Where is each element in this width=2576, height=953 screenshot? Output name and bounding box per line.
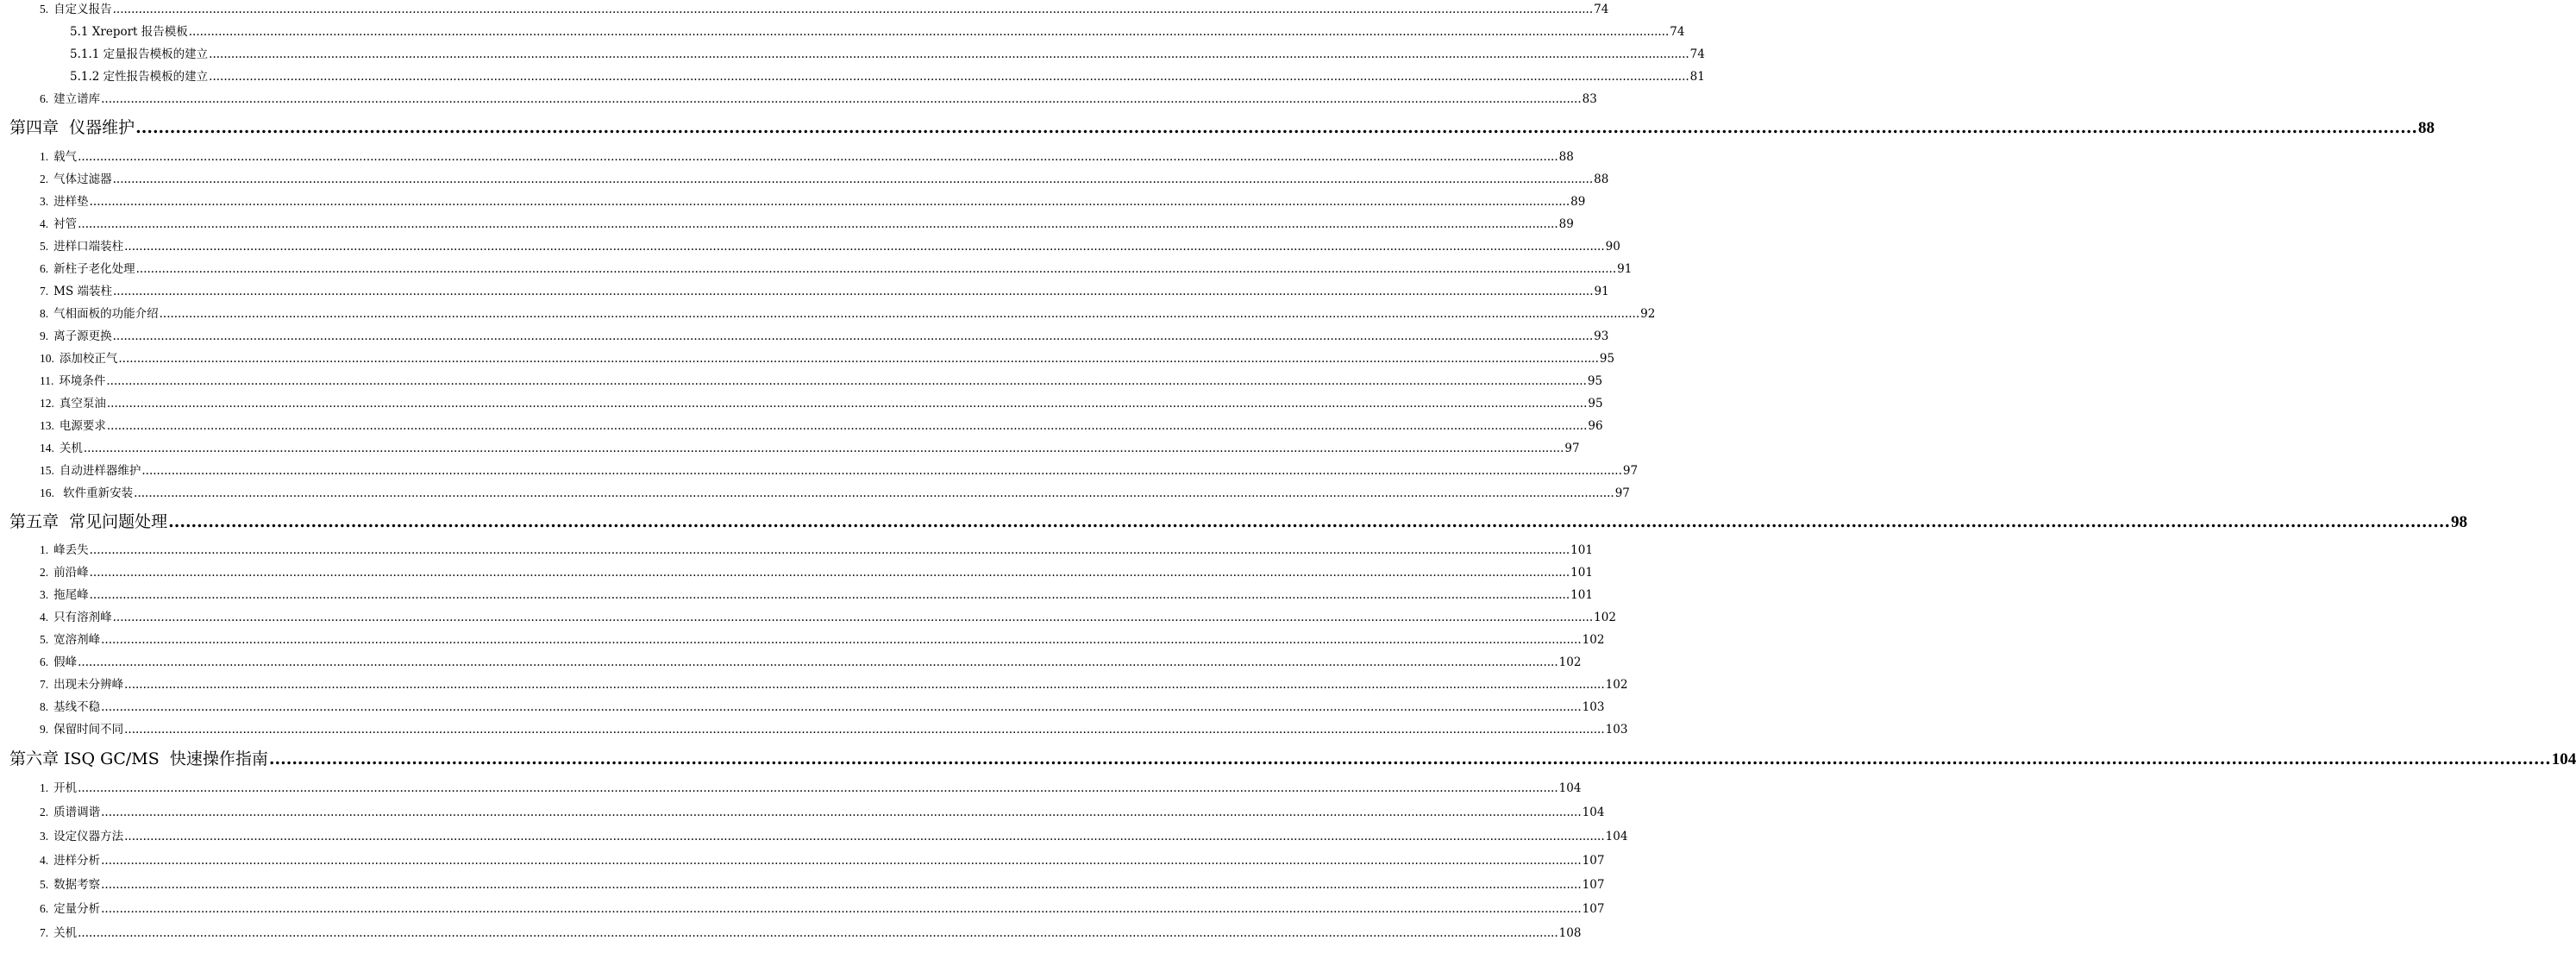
toc-page-number: 107 <box>1582 902 1605 916</box>
toc-page-number: 101 <box>1570 543 1593 557</box>
toc-entry-title <box>40 653 77 672</box>
toc-entry-label: 真空泵油 <box>59 397 106 411</box>
toc-entry-number: 3. <box>40 195 49 208</box>
toc-page-number: 104 <box>1605 830 1628 843</box>
toc-page-number: 93 <box>1594 329 1609 343</box>
toc-page-number: 89 <box>1570 195 1586 209</box>
toc-entry-number: 4. <box>40 217 49 230</box>
toc-entry-label: 气相面板的功能介绍 <box>53 307 159 321</box>
toc-item-row[interactable] <box>0 215 1574 234</box>
toc-page-number: 102 <box>1558 655 1582 669</box>
toc-entry-number: 7. <box>40 926 49 939</box>
dot-leader: ................................................................................................................................................................................................................................................................................................................................................................................................................ <box>112 172 1594 186</box>
toc-entry-number: 1. <box>40 543 49 556</box>
dot-leader: ................................................................................................................................................................................................................................................................................................................................................................................................................ <box>106 374 1587 388</box>
toc-entry-number: 3. <box>40 830 49 843</box>
toc-entry-number: 6. <box>40 655 49 668</box>
toc-item-row[interactable] <box>0 779 1582 798</box>
toc-entry-title <box>40 327 112 346</box>
toc-item-row[interactable] <box>0 827 1628 846</box>
dot-leader: ................................................................................................................................................................................................................................................................................................................................................................................................................ <box>101 92 1582 106</box>
toc-page-number: 92 <box>1640 307 1656 321</box>
toc-entry-title <box>40 484 133 503</box>
toc-entry-label: 5.1.1 定量报告模板的建立 <box>70 47 209 61</box>
dot-leader: ................................................................................................................................................................................................................................................................................................................................................................................................................ <box>106 397 1588 411</box>
toc-entry-title <box>40 439 83 458</box>
toc-entry-number: 11. <box>40 374 54 387</box>
toc-item-row[interactable] <box>0 372 1603 391</box>
toc-entry-label: 出现未分辨峰 <box>53 678 124 692</box>
dot-leader: ................................................................................................................................................................................................................................................................................................................................................................................................................ <box>83 442 1564 455</box>
toc-page-number: 107 <box>1582 878 1605 892</box>
toc-item-row[interactable] <box>0 484 1630 503</box>
toc-entry-title <box>40 192 89 211</box>
toc-entry-label: 衬管 <box>53 217 78 231</box>
toc-entry-title <box>40 541 89 560</box>
toc-entry-label: 进样分析 <box>53 854 101 868</box>
toc-entry-title <box>40 924 77 943</box>
dot-leader: ................................................................................................................................................................................................................................................................................................................................................................................................................ <box>209 47 1689 61</box>
toc-item-row[interactable] <box>0 0 1609 19</box>
toc-item-row[interactable] <box>0 192 1586 211</box>
dot-leader: ................................................................................................................................................................................................................................................................................................................................................................................................................ <box>112 3 1594 16</box>
toc-entry-label: 添加校正气 <box>59 352 118 366</box>
toc-entry-title <box>40 608 112 627</box>
dot-leader: ................................................................................................................................................................................................................................................................................................................................................................................................................ <box>101 878 1582 892</box>
toc-entry-label: 建立谱库 <box>53 92 101 106</box>
toc-entry-title <box>40 260 135 279</box>
toc-page-number: 102 <box>1594 611 1616 624</box>
dot-leader: ................................................................................................................................................................................................................................................................................................................................................................................................................ <box>112 329 1594 343</box>
toc-chapter-row[interactable] <box>0 509 2467 535</box>
toc-chapter-row[interactable] <box>0 115 2435 141</box>
toc-entry-label: 只有溶剂峰 <box>53 611 112 624</box>
toc-entry-label: 环境条件 <box>59 374 106 388</box>
dot-leader: ................................................................................................................................................................................................................................................................................................................................................................................................................ <box>168 512 2450 531</box>
toc-subsection-row[interactable] <box>0 67 1705 86</box>
toc-entry-number: 2. <box>40 566 49 579</box>
toc-entry-title <box>40 461 141 480</box>
toc-page-number: 104 <box>1558 781 1582 795</box>
toc-entry-label: 数据考察 <box>53 878 101 892</box>
toc-entry-number: 5. <box>40 878 49 891</box>
toc-entry-label: 拖尾峰 <box>53 588 89 602</box>
toc-entry-title <box>40 0 112 19</box>
toc-entry-label: 第五章 常见问题处理 <box>9 512 168 531</box>
toc-page-number: 90 <box>1605 240 1620 254</box>
toc-entry-label: 5.1 Xreport 报告模板 <box>70 25 188 39</box>
toc-page-number: 88 <box>1594 172 1609 186</box>
toc-page-number: 104 <box>2551 750 2576 768</box>
toc-page-number: 95 <box>1587 374 1603 388</box>
toc-item-row[interactable] <box>0 720 1628 739</box>
toc-entry-number: 6. <box>40 92 49 105</box>
toc-entry-label: 前沿峰 <box>53 566 89 580</box>
toc-entry-title <box>40 900 100 919</box>
toc-entry-title <box>70 67 208 86</box>
toc-item-row[interactable] <box>0 327 1609 346</box>
toc-entry-number: 2. <box>40 172 49 185</box>
toc-item-row[interactable] <box>0 90 1597 109</box>
toc-entry-title <box>40 720 123 739</box>
dot-leader: ................................................................................................................................................................................................................................................................................................................................................................................................................ <box>78 781 1558 795</box>
toc-entry-number: 14. <box>40 442 54 455</box>
dot-leader: ................................................................................................................................................................................................................................................................................................................................................................................................................ <box>135 118 2417 137</box>
toc-entry-label: MS 端装柱 <box>53 285 112 298</box>
toc-entry-label: 峰丢失 <box>53 543 89 557</box>
toc-entry-title <box>9 509 167 535</box>
toc-entry-label: 载气 <box>53 150 78 164</box>
toc-page-number: 103 <box>1582 700 1605 714</box>
toc-entry-title <box>9 746 268 772</box>
toc-item-row[interactable] <box>0 349 1615 368</box>
toc-entry-title <box>40 147 77 166</box>
toc-entry-number: 7. <box>40 285 49 298</box>
toc-item-row[interactable] <box>0 653 1582 672</box>
toc-entry-title <box>40 282 112 301</box>
toc-entry-label: 电源要求 <box>59 419 106 433</box>
toc-item-row[interactable] <box>0 417 1603 436</box>
dot-leader: ................................................................................................................................................................................................................................................................................................................................................................................................................ <box>134 486 1614 500</box>
toc-page-number: 107 <box>1582 854 1605 868</box>
toc-entry-label: 开机 <box>53 781 78 795</box>
toc-entry-number: 3. <box>40 588 49 601</box>
toc-entry-number: 4. <box>40 611 49 624</box>
toc-page-number: 95 <box>1599 352 1615 366</box>
toc-page-number: 103 <box>1605 723 1628 737</box>
toc-entry-title <box>40 215 77 234</box>
toc-entry-label: 自定义报告 <box>53 3 112 16</box>
toc-entry-title <box>40 563 89 582</box>
dot-leader: ................................................................................................................................................................................................................................................................................................................................................................................................................ <box>89 195 1570 209</box>
toc-entry-number: 9. <box>40 723 49 736</box>
dot-leader: ................................................................................................................................................................................................................................................................................................................................................................................................................ <box>78 926 1558 940</box>
toc-entry-number: 4. <box>40 854 49 867</box>
toc-page-number: 101 <box>1570 566 1593 580</box>
toc-page-number: 74 <box>1670 25 1685 39</box>
toc-entry-label: 第六章 ISQ GC/MS 快速操作指南 <box>9 749 268 768</box>
dot-leader: ................................................................................................................................................................................................................................................................................................................................................................................................................ <box>106 419 1588 433</box>
toc-item-row[interactable] <box>0 461 1639 480</box>
toc-entry-title <box>70 22 188 41</box>
toc-entry-title <box>40 237 123 256</box>
toc-entry-label: 质谱调谐 <box>53 806 101 819</box>
toc-entry-title <box>40 875 100 894</box>
toc-entry-number: 5. <box>40 240 49 253</box>
toc-entry-label: 定量分析 <box>53 902 101 916</box>
toc-entry-label: 假峰 <box>53 655 78 669</box>
dot-leader: ................................................................................................................................................................................................................................................................................................................................................................................................................ <box>268 749 2551 768</box>
toc-entry-label: 关机 <box>59 442 83 455</box>
dot-leader: ................................................................................................................................................................................................................................................................................................................................................................................................................ <box>101 806 1582 819</box>
dot-leader: ................................................................................................................................................................................................................................................................................................................................................................................................................ <box>124 723 1605 737</box>
toc-page-number: 74 <box>1594 3 1609 16</box>
toc-entry-label: 基线不稳 <box>53 700 101 714</box>
dot-leader: ................................................................................................................................................................................................................................................................................................................................................................................................................ <box>141 464 1622 478</box>
toc-entry-title <box>40 417 106 436</box>
toc-entry-title <box>9 115 135 141</box>
toc-entry-title <box>40 827 123 846</box>
toc-entry-label: 软件重新安装 <box>59 486 134 500</box>
toc-entry-title <box>40 803 100 822</box>
toc-page-number: 108 <box>1558 926 1582 940</box>
toc-entry-title <box>40 586 89 605</box>
toc-entry-label: 气体过滤器 <box>53 172 112 186</box>
toc-entry-title <box>40 630 100 649</box>
toc-entry-label: 新柱子老化处理 <box>53 262 135 276</box>
toc-entry-number: 8. <box>40 307 49 320</box>
toc-entry-title <box>40 394 106 413</box>
toc-entry-number: 15. <box>40 464 54 477</box>
toc-entry-title <box>70 45 208 64</box>
dot-leader: ................................................................................................................................................................................................................................................................................................................................................................................................................ <box>112 611 1594 624</box>
dot-leader: ................................................................................................................................................................................................................................................................................................................................................................................................................ <box>188 25 1670 39</box>
toc-item-row[interactable] <box>0 851 1605 870</box>
toc-entry-number: 2. <box>40 806 49 818</box>
toc-entry-number: 12. <box>40 397 54 410</box>
dot-leader: ................................................................................................................................................................................................................................................................................................................................................................................................................ <box>89 588 1570 602</box>
toc-page-number: 96 <box>1588 419 1603 433</box>
toc-item-row[interactable] <box>0 170 1609 189</box>
dot-leader: ................................................................................................................................................................................................................................................................................................................................................................................................................ <box>89 543 1570 557</box>
toc-item-row[interactable] <box>0 924 1582 943</box>
toc-entry-label: 第四章 仪器维护 <box>9 118 135 137</box>
toc-entry-label: 进样垫 <box>53 195 89 209</box>
toc-entry-number: 9. <box>40 329 49 342</box>
toc-entry-label: 保留时间不同 <box>53 723 124 737</box>
dot-leader: ................................................................................................................................................................................................................................................................................................................................................................................................................ <box>135 262 1617 276</box>
toc-entry-number: 13. <box>40 419 54 432</box>
toc-entry-label: 自动进样器维护 <box>59 464 141 478</box>
toc-entry-label: 设定仪器方法 <box>53 830 124 843</box>
toc-entry-title <box>40 779 77 798</box>
toc-subsection-row[interactable] <box>0 45 1705 64</box>
toc-entry-label: 5.1.2 定性报告模板的建立 <box>70 70 209 84</box>
toc-item-row[interactable] <box>0 439 1580 458</box>
dot-leader: ................................................................................................................................................................................................................................................................................................................................................................................................................ <box>101 633 1582 647</box>
dot-leader: ................................................................................................................................................................................................................................................................................................................................................................................................................ <box>101 854 1582 868</box>
toc-entry-title <box>40 698 100 717</box>
toc-chapter-row[interactable] <box>0 746 2576 772</box>
toc-item-row[interactable] <box>0 237 1620 256</box>
toc-item-row[interactable] <box>0 630 1605 649</box>
toc-item-row[interactable] <box>0 586 1593 605</box>
toc-page-number: 74 <box>1689 47 1705 61</box>
toc-entry-number: 6. <box>40 262 49 275</box>
toc-item-row[interactable] <box>0 541 1593 560</box>
toc-page-number: 104 <box>1582 806 1605 819</box>
toc-entry-number: 6. <box>40 902 49 915</box>
toc-item-row[interactable] <box>0 675 1628 694</box>
toc-item-row[interactable] <box>0 608 1616 627</box>
toc-page-number: 102 <box>1582 633 1605 647</box>
dot-leader: ................................................................................................................................................................................................................................................................................................................................................................................................................ <box>118 352 1599 366</box>
toc-item-row[interactable] <box>0 282 1609 301</box>
toc-entry-number: 8. <box>40 700 49 713</box>
dot-leader: ................................................................................................................................................................................................................................................................................................................................................................................................................ <box>101 902 1582 916</box>
toc-page-number: 95 <box>1588 397 1603 411</box>
dot-leader: ................................................................................................................................................................................................................................................................................................................................................................................................................ <box>124 240 1605 254</box>
toc-entry-number: 7. <box>40 678 49 691</box>
dot-leader: ................................................................................................................................................................................................................................................................................................................................................................................................................ <box>124 678 1605 692</box>
toc-item-row[interactable] <box>0 698 1605 717</box>
toc-entry-title <box>40 675 123 694</box>
toc-page-number: 81 <box>1689 70 1705 84</box>
toc-page-number: 91 <box>1617 262 1633 276</box>
toc-page-number: 97 <box>1614 486 1630 500</box>
toc-item-row[interactable] <box>0 394 1603 413</box>
toc-entry-number: 5. <box>40 633 49 646</box>
toc-item-row[interactable] <box>0 875 1605 894</box>
toc-subsection-row[interactable] <box>0 22 1685 41</box>
dot-leader: ................................................................................................................................................................................................................................................................................................................................................................................................................ <box>101 700 1582 714</box>
toc-entry-title <box>40 90 100 109</box>
dot-leader: ................................................................................................................................................................................................................................................................................................................................................................................................................ <box>78 655 1558 669</box>
toc-entry-label: 宽溶剂峰 <box>53 633 101 647</box>
toc-page-number: 101 <box>1570 588 1593 602</box>
toc-entry-title <box>40 304 159 323</box>
toc-entry-title <box>40 851 100 870</box>
dot-leader: ................................................................................................................................................................................................................................................................................................................................................................................................................ <box>78 217 1558 231</box>
toc-item-row[interactable] <box>0 900 1605 919</box>
dot-leader: ................................................................................................................................................................................................................................................................................................................................................................................................................ <box>89 566 1570 580</box>
toc-page-number: 91 <box>1594 285 1609 298</box>
toc-page-number: 102 <box>1605 678 1628 692</box>
dot-leader: ................................................................................................................................................................................................................................................................................................................................................................................................................ <box>209 70 1689 84</box>
toc-item-row[interactable] <box>0 147 1574 166</box>
toc-entry-number: 1. <box>40 781 49 794</box>
toc-entry-title <box>40 372 105 391</box>
toc-page-number: 88 <box>2418 119 2435 137</box>
toc-item-row[interactable] <box>0 803 1605 822</box>
toc-entry-label: 进样口端装柱 <box>53 240 124 254</box>
toc-page-number: 97 <box>1622 464 1639 478</box>
toc-page-number: 89 <box>1558 217 1574 231</box>
toc-page-number: 97 <box>1564 442 1580 455</box>
dot-leader: ................................................................................................................................................................................................................................................................................................................................................................................................................ <box>78 150 1558 164</box>
dot-leader: ................................................................................................................................................................................................................................................................................................................................................................................................................ <box>124 830 1605 843</box>
toc-item-row[interactable] <box>0 304 1656 323</box>
dot-leader: ................................................................................................................................................................................................................................................................................................................................................................................................................ <box>113 285 1594 298</box>
toc-page-number: 83 <box>1582 92 1597 106</box>
toc-item-row[interactable] <box>0 260 1633 279</box>
toc-item-row[interactable] <box>0 563 1593 582</box>
toc-entry-label: 离子源更换 <box>53 329 112 343</box>
toc-entry-title <box>40 170 112 189</box>
toc-entry-number: 5. <box>40 3 49 16</box>
toc-entry-number: 16. <box>40 486 54 499</box>
toc-entry-title <box>40 349 117 368</box>
toc-page-number: 88 <box>1558 150 1574 164</box>
toc-entry-number: 1. <box>40 150 49 163</box>
toc-page-number: 98 <box>2451 513 2467 531</box>
toc-entry-label: 关机 <box>53 926 78 940</box>
toc-entry-number: 10. <box>40 352 54 365</box>
dot-leader: ................................................................................................................................................................................................................................................................................................................................................................................................................ <box>159 307 1640 321</box>
